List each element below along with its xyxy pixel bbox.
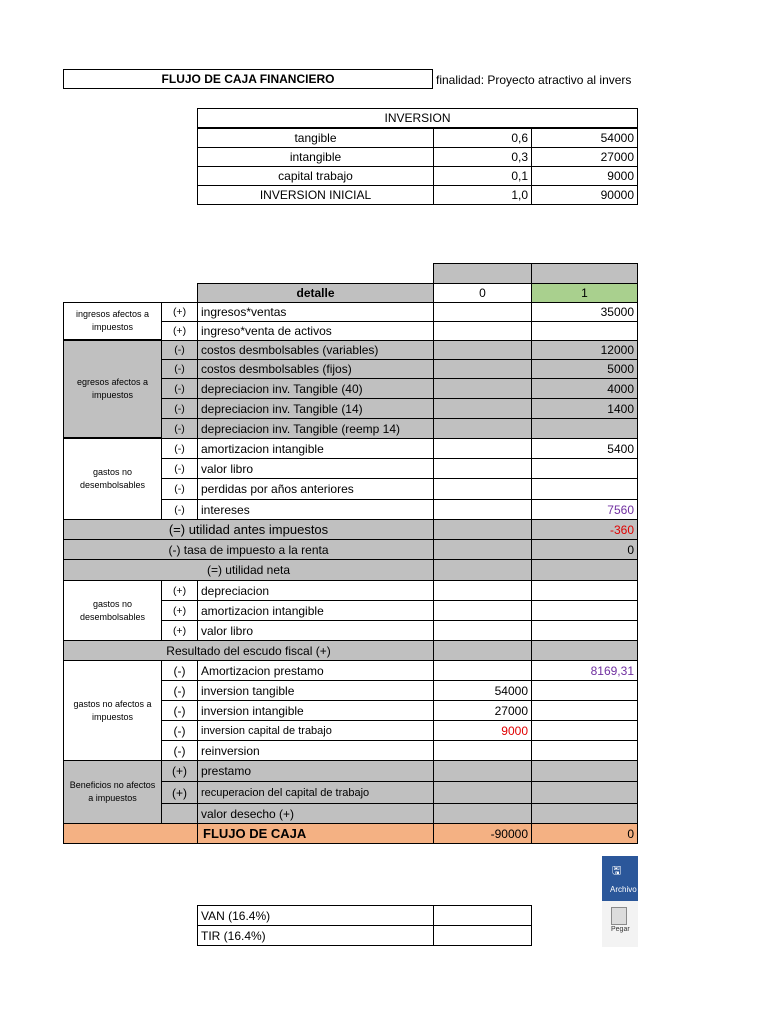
row-label[interactable]: reinversion	[197, 740, 434, 761]
row-value-0[interactable]	[433, 640, 532, 661]
inversion-pct[interactable]: 0,1	[433, 166, 532, 186]
inversion-pct[interactable]: 0,6	[433, 128, 532, 148]
row-value-1[interactable]	[531, 321, 638, 341]
row-value-0[interactable]	[433, 620, 532, 641]
sign-cell[interactable]: (-)	[161, 340, 198, 360]
flujo-de-caja-value-0[interactable]: -90000	[433, 823, 532, 844]
sign-cell[interactable]: (-)	[161, 720, 198, 741]
van-label[interactable]: VAN (16.4%)	[197, 905, 434, 926]
row-value-1[interactable]: 5400	[531, 438, 638, 459]
row-label[interactable]: inversion tangible	[197, 680, 434, 701]
row-value-0[interactable]	[433, 660, 532, 681]
ribbon-fragment	[602, 856, 638, 901]
sign-cell[interactable]: (+)	[161, 302, 198, 322]
row-value-1[interactable]	[531, 680, 638, 701]
row-label[interactable]: amortizacion intangible	[197, 438, 434, 459]
row-value-1[interactable]: 35000	[531, 302, 638, 322]
row-value-0[interactable]	[433, 519, 532, 540]
row-value-1[interactable]	[531, 620, 638, 641]
row-value-0[interactable]	[433, 398, 532, 419]
row-value-1[interactable]: 0	[531, 539, 638, 560]
inversion-value[interactable]: 27000	[531, 147, 638, 167]
row-value-0[interactable]	[433, 600, 532, 621]
row-label[interactable]: depreciacion inv. Tangible (reemp 14)	[197, 418, 434, 439]
sign-cell[interactable]: (-)	[161, 680, 198, 701]
group-gastos-no-afectos[interactable]: gastos no afectos a impuestos	[63, 660, 162, 761]
pegar-button[interactable]: Pegar	[611, 926, 630, 933]
row-value-1[interactable]	[531, 458, 638, 479]
row-value-0[interactable]: 27000	[433, 700, 532, 721]
group-gastos-no-desembolsables[interactable]: gastos no desembolsables	[63, 438, 162, 520]
sign-cell[interactable]: (+)	[161, 600, 198, 621]
row-value-0[interactable]	[433, 302, 532, 322]
row-label[interactable]: Amortizacion prestamo	[197, 660, 434, 681]
row-label[interactable]: recuperacion del capital de trabajo	[197, 781, 434, 804]
row-value-1[interactable]	[531, 600, 638, 621]
row-value-1[interactable]: 1400	[531, 398, 638, 419]
detalle-header[interactable]: detalle	[197, 283, 434, 303]
sign-cell[interactable]: (-)	[161, 438, 198, 459]
group-ingresos-afectos[interactable]: ingresos afectos a impuestos	[63, 302, 162, 340]
ribbon-paste-area	[602, 901, 638, 947]
inversion-label[interactable]: intangible	[197, 147, 434, 167]
sheet-title[interactable]: FLUJO DE CAJA FINANCIERO	[63, 69, 433, 89]
group-gastos-no-desembolsables-2[interactable]: gastos no desembolsables	[63, 580, 162, 641]
tasa-impuesto-label[interactable]: (-) tasa de impuesto a la renta	[63, 539, 434, 560]
sign-cell[interactable]: (-)	[161, 660, 198, 681]
row-value-0[interactable]	[433, 499, 532, 520]
inversion-value[interactable]: 54000	[531, 128, 638, 148]
inversion-label[interactable]: INVERSION INICIAL	[197, 185, 434, 205]
row-label[interactable]: ingresos*ventas	[197, 302, 434, 322]
row-label[interactable]: costos desmbolsables (variables)	[197, 340, 434, 360]
row-value-0[interactable]	[433, 321, 532, 341]
flujo-de-caja-value-1[interactable]: 0	[531, 823, 638, 844]
row-value-0[interactable]	[433, 580, 532, 601]
row-value-0[interactable]	[433, 740, 532, 761]
flujo-de-caja-label[interactable]	[197, 823, 434, 844]
inversion-label[interactable]: capital trabajo	[197, 166, 434, 186]
sign-cell[interactable]: (-)	[161, 398, 198, 419]
total-blank-cell[interactable]	[63, 823, 198, 844]
row-value-0[interactable]: 9000	[433, 720, 532, 741]
inversion-value[interactable]: 90000	[531, 185, 638, 205]
row-label[interactable]: depreciacion	[197, 580, 434, 601]
row-label[interactable]: prestamo	[197, 760, 434, 782]
sign-cell[interactable]: (+)	[161, 781, 198, 804]
row-value-1[interactable]	[531, 580, 638, 601]
row-value-0[interactable]	[433, 340, 532, 360]
row-value-1[interactable]	[531, 803, 638, 824]
row-value-1[interactable]	[531, 700, 638, 721]
inversion-label[interactable]: tangible	[197, 128, 434, 148]
row-value-0[interactable]	[433, 378, 532, 399]
header-blank-cell[interactable]	[433, 263, 532, 284]
row-label[interactable]: valor libro	[197, 620, 434, 641]
sign-cell[interactable]: (-)	[161, 378, 198, 399]
row-value-0[interactable]	[433, 359, 532, 379]
row-label[interactable]: amortizacion intangible	[197, 600, 434, 621]
paste-icon[interactable]	[611, 907, 627, 925]
row-value-0[interactable]	[433, 539, 532, 560]
row-value-1[interactable]: 7560	[531, 499, 638, 520]
save-icon[interactable]: 🖫	[612, 865, 622, 877]
sheet-note[interactable]: finalidad: Proyecto atractivo al invers	[436, 73, 632, 87]
row-label[interactable]: depreciacion inv. Tangible (14)	[197, 398, 434, 419]
escudo-fiscal-label[interactable]: Resultado del escudo fiscal (+)	[63, 640, 434, 661]
sign-cell[interactable]: (-)	[161, 700, 198, 721]
utilidad-antes-impuestos-label[interactable]: (=) utilidad antes impuestos	[63, 519, 434, 540]
inversion-pct[interactable]: 0,3	[433, 147, 532, 167]
row-label[interactable]: valor libro	[197, 458, 434, 479]
row-value-0[interactable]	[433, 781, 532, 804]
inversion-value[interactable]: 9000	[531, 166, 638, 186]
header-blank-cell[interactable]	[531, 263, 638, 284]
row-value-0[interactable]	[433, 559, 532, 581]
row-value-1[interactable]: 12000	[531, 340, 638, 360]
period-0-header[interactable]: 0	[433, 283, 532, 303]
group-beneficios-no-afectos[interactable]: Beneficios no afectos a impuestos	[63, 760, 162, 824]
row-value-0[interactable]: 54000	[433, 680, 532, 701]
row-value-0[interactable]	[433, 458, 532, 479]
row-label[interactable]: intereses	[197, 499, 434, 520]
utilidad-neta-label[interactable]: (=) utilidad neta	[63, 559, 434, 581]
period-1-header[interactable]: 1	[531, 283, 638, 303]
van-value[interactable]	[433, 905, 532, 926]
row-label[interactable]: valor desecho (+)	[197, 803, 434, 824]
row-label[interactable]: inversion intangible	[197, 700, 434, 721]
row-label[interactable]: inversion capital de trabajo	[197, 720, 434, 741]
row-value-1[interactable]	[531, 559, 638, 581]
sign-cell[interactable]: (-)	[161, 458, 198, 479]
row-label[interactable]: depreciacion inv. Tangible (40)	[197, 378, 434, 399]
row-value-1[interactable]	[531, 640, 638, 661]
sign-cell[interactable]	[161, 803, 198, 824]
inversion-header[interactable]: INVERSION	[197, 108, 638, 128]
inversion-pct[interactable]: 1,0	[433, 185, 532, 205]
sign-cell[interactable]: (-)	[161, 499, 198, 520]
row-value-0[interactable]	[433, 478, 532, 500]
row-value-1[interactable]	[531, 760, 638, 782]
group-egresos-afectos[interactable]: egresos afectos a impuestos	[63, 340, 162, 438]
row-value-1[interactable]	[531, 781, 638, 804]
tir-value[interactable]	[433, 925, 532, 946]
sign-cell[interactable]: (+)	[161, 760, 198, 782]
row-value-1[interactable]	[531, 740, 638, 761]
row-value-1[interactable]: 8169,31	[531, 660, 638, 681]
row-label[interactable]: perdidas por años anteriores	[197, 478, 434, 500]
row-value-1[interactable]	[531, 720, 638, 741]
sign-cell[interactable]: (-)	[161, 478, 198, 500]
row-value-0[interactable]	[433, 760, 532, 782]
row-value-0[interactable]	[433, 803, 532, 824]
sign-cell[interactable]: (+)	[161, 321, 198, 341]
row-value-1[interactable]: -360	[531, 519, 638, 540]
row-label[interactable]: ingreso*venta de activos	[197, 321, 434, 341]
row-value-1[interactable]	[531, 418, 638, 439]
sign-cell[interactable]: (-)	[161, 359, 198, 379]
sign-cell[interactable]: (-)	[161, 740, 198, 761]
row-label[interactable]: costos desmbolsables (fijos)	[197, 359, 434, 379]
sign-cell[interactable]: (-)	[161, 418, 198, 439]
flujo-de-caja-text: FLUJO DE CAJA	[203, 826, 307, 841]
row-value-1[interactable]: 5000	[531, 359, 638, 379]
sign-cell[interactable]: (+)	[161, 580, 198, 601]
row-value-1[interactable]: 4000	[531, 378, 638, 399]
sign-cell[interactable]: (+)	[161, 620, 198, 641]
tir-label[interactable]: TIR (16.4%)	[197, 925, 434, 946]
archivo-tab[interactable]: Archivo	[610, 885, 637, 894]
row-value-0[interactable]	[433, 418, 532, 439]
row-value-1[interactable]	[531, 478, 638, 500]
row-value-0[interactable]	[433, 438, 532, 459]
